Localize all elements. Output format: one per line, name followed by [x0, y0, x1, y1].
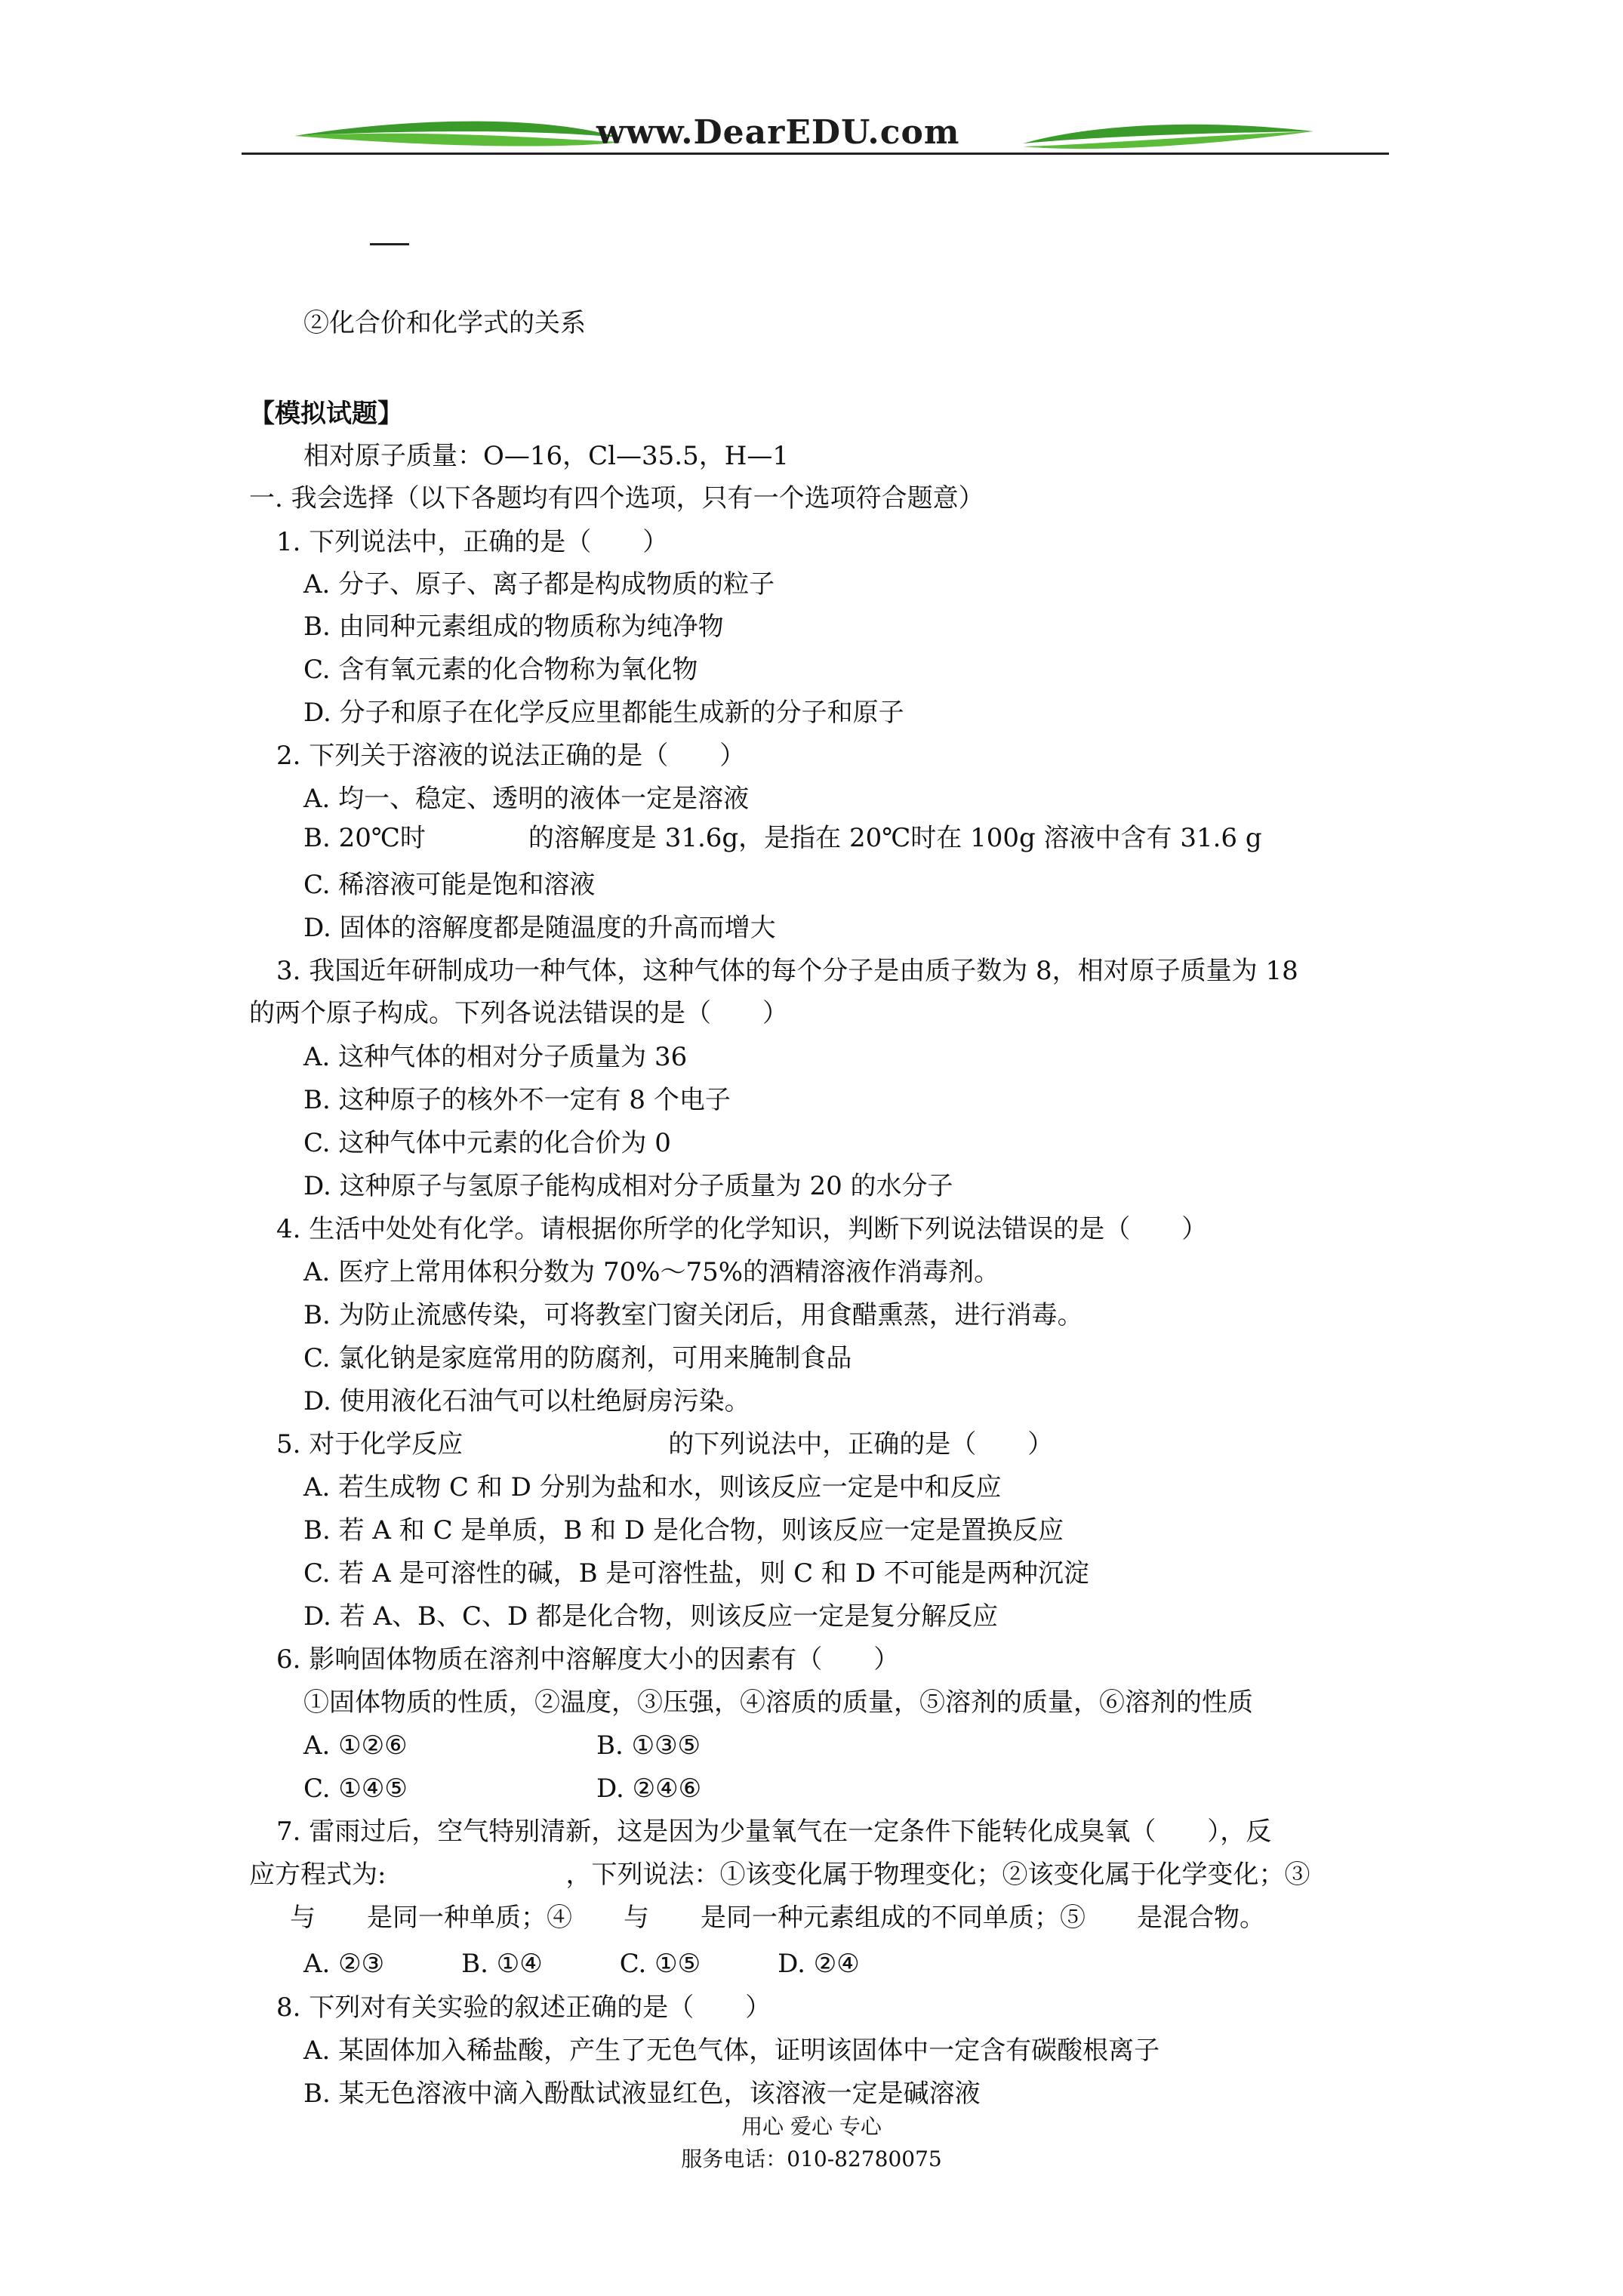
text-line: D. 这种原子与氢原子能构成相对分子质量为 20 的水分子 [303, 1171, 953, 1201]
text-line: 应方程式为: ，下列说法：①该变化属于物理变化；②该变化属于化学变化；③ [249, 1860, 1310, 1890]
text-line: B. 这种原子的核外不一定有 8 个电子 [303, 1085, 731, 1115]
text-line: 相对原子质量：O—16，Cl—35.5，H—1 [303, 441, 790, 471]
footer-phone: 服务电话：010-82780075 [681, 2147, 942, 2171]
text-line: D. 分子和原子在化学反应里都能生成新的分子和原子 [303, 698, 904, 728]
text-line: A. 若生成物 C 和 D 分别为盐和水，则该反应一定是中和反应 [303, 1472, 1002, 1502]
footer-slogan: 用心 爱心 专心 [741, 2114, 882, 2139]
text-line: 6. 影响固体物质在溶剂中溶解度大小的因素有（ ） [276, 1644, 900, 1675]
text-line: 4. 生活中处处有化学。请根据你所学的化学知识，判断下列说法错误的是（ ） [276, 1214, 1208, 1244]
text-line: D. 使用液化石油气可以杜绝厨房污染。 [303, 1386, 750, 1416]
text-line: 3. 我国近年研制成功一种气体，这种气体的每个分子是由质子数为 8，相对原子质量为 18 [276, 956, 1298, 986]
text-line: A. 分子、原子、离子都是构成物质的粒子 [303, 569, 775, 599]
text-line: 的两个原子构成。下列各说法错误的是（ ） [249, 998, 788, 1028]
text-line: C. 含有氧元素的化合物称为氧化物 [303, 655, 698, 685]
text-line: D. 固体的溶解度都是随温度的升高而增大 [303, 913, 776, 943]
text-line: A. 这种气体的相对分子质量为 36 [303, 1042, 688, 1072]
text-line: B. ①③⑤ [596, 1730, 701, 1761]
text-line: C. ①④⑤ [303, 1774, 408, 1804]
text-line: 【模拟试题】 [249, 399, 403, 429]
text-line: 1. 下列说法中，正确的是（ ） [276, 527, 669, 557]
text-line: D. 若 A、B、C、D 都是化合物，则该反应一定是复分解反应 [303, 1601, 999, 1632]
text-line: B. 由同种元素组成的物质称为纯净物 [303, 612, 724, 642]
text-line: C. 若 A 是可溶性的碱，B 是可溶性盐，则 C 和 D 不可能是两种沉淀 [303, 1558, 1089, 1589]
text-line: B. 20℃时 的溶解度是 31.6g，是指在 20℃时在 100g 溶液中含有 31.6 g [303, 823, 1262, 853]
text-line: A. ①②⑥ [303, 1730, 408, 1761]
text-line: ①固体物质的性质，②温度，③压强，④溶质的质量，⑤溶剂的质量，⑥溶剂的性质 [303, 1687, 1253, 1718]
text-line: A. 某固体加入稀盐酸，产生了无色气体，证明该固体中一定含有碳酸根离子 [303, 2036, 1160, 2066]
header-divider [242, 153, 1389, 155]
text-line: C. 氯化钠是家庭常用的防腐剂，可用来腌制食品 [303, 1343, 852, 1373]
text-line: 一. 我会选择（以下各题均有四个选项，只有一个选项符合题意） [249, 483, 984, 513]
text-line: 7. 雷雨过后，空气特别清新，这是因为少量氧气在一定条件下能转化成臭氧（ ），反 [276, 1817, 1272, 1847]
text-line: A. ②③ B. ①④ C. ①⑤ D. ②④ [303, 1949, 860, 1979]
text-line: 2. 下列关于溶液的说法正确的是（ ） [276, 741, 746, 771]
text-line: B. 若 A 和 C 是单质，B 和 D 是化合物，则该反应一定是置换反应 [303, 1515, 1064, 1546]
text-line: 8. 下列对有关实验的叙述正确的是（ ） [276, 1992, 771, 2023]
text-line: C. 稀溶液可能是饱和溶液 [303, 870, 596, 900]
text-line: B. 某无色溶液中滴入酚酞试液显红色，该溶液一定是碱溶液 [303, 2079, 981, 2109]
fraction-bar [370, 243, 409, 245]
text-line: C. 这种气体中元素的化合价为 0 [303, 1128, 671, 1158]
text-line: 与 是同一种单质；④ 与 是同一种元素组成的不同单质；⑤ 是混合物。 [290, 1903, 1265, 1933]
site-logo-text[interactable]: www.DearEDU.com [596, 113, 960, 152]
text-line: A. 医疗上常用体积分数为 70%～75%的酒精溶液作消毒剂。 [303, 1257, 1000, 1287]
text-line: D. ②④⑥ [596, 1774, 702, 1804]
text-line: ②化合价和化学式的关系 [303, 308, 586, 338]
text-line: A. 均一、稳定、透明的液体一定是溶液 [303, 784, 750, 814]
text-line: B. 为防止流感传染，可将教室门窗关闭后，用食醋熏蒸，进行消毒。 [303, 1300, 1083, 1330]
text-line: 5. 对于化学反应 的下列说法中，正确的是（ ） [276, 1429, 1054, 1459]
